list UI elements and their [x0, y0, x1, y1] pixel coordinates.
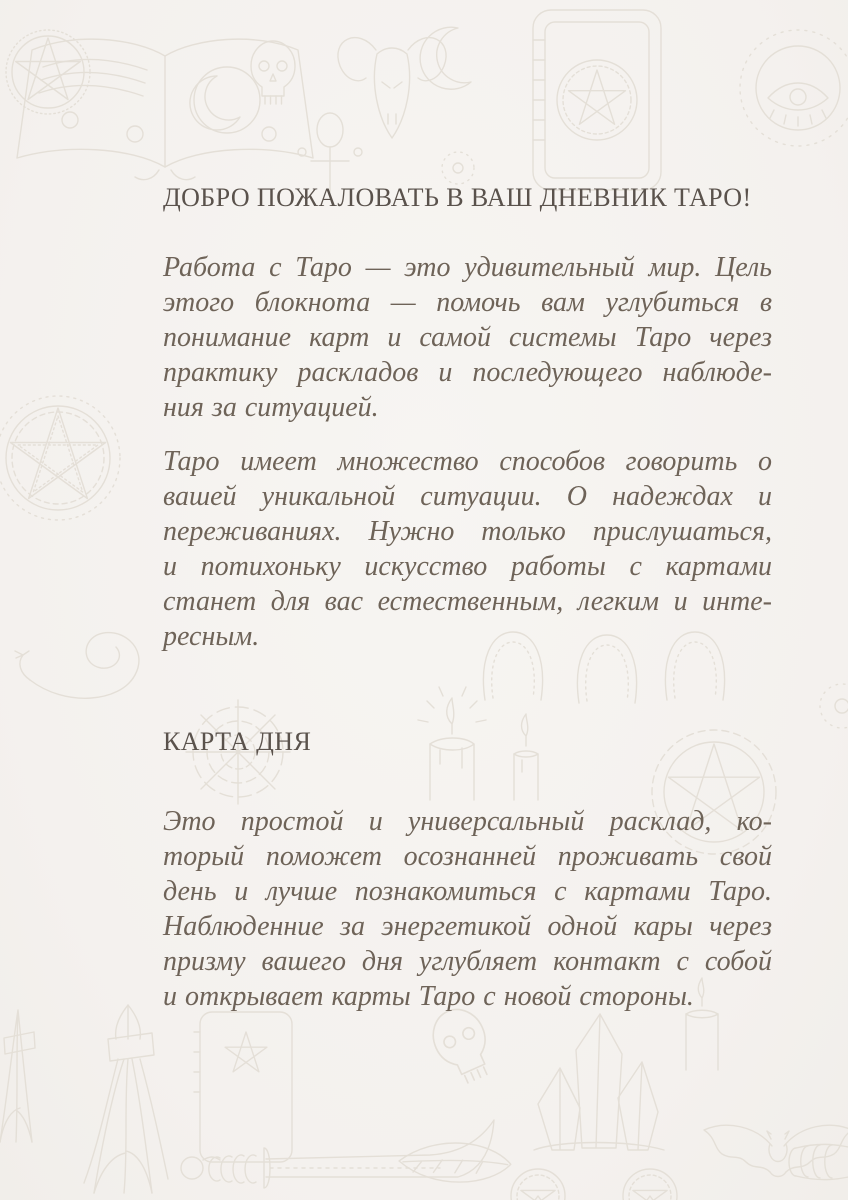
text-line: торый поможет осознанней проживать свой [163, 841, 772, 872]
text-line: и потихоньку искусство работы с картами [163, 551, 772, 582]
intro2-paragraph [163, 444, 772, 654]
tilted-skull-icon [424, 1001, 500, 1089]
tarot-card-icon [194, 1012, 292, 1162]
starburst-icon [820, 684, 848, 728]
crescent-moon-icon [420, 27, 471, 89]
grimoire-icon [533, 10, 661, 190]
wrapped-handle-icon [789, 1144, 848, 1179]
text-line: станет для вас естественным, легким и инте- [163, 586, 772, 617]
text-line: практику раскладов и последующего наблюде- [163, 357, 772, 388]
herb-bundle-icon [84, 1005, 168, 1193]
snake-icon [15, 633, 139, 699]
ornate-pentagram-icon [6, 30, 90, 114]
text-line: Работа с Таро — это удивительный мир. Цель [163, 252, 772, 283]
pentacle-coin-icon [623, 1169, 677, 1200]
text-line: понимание карт и самой системы Таро через [163, 322, 772, 353]
text-line: призму вашего дня углубляет контакт с собой [163, 946, 772, 977]
text-line: Таро имеет множество способов говорить о [163, 446, 772, 477]
text-line: и открывает карты Таро с новой стороны. [163, 981, 694, 1012]
text-line: Наблюденние за энергетикой одной кары через [163, 911, 772, 942]
pentacle-coin-icon [511, 1169, 565, 1200]
crystal-cluster-icon [534, 1014, 664, 1150]
candles-icon [418, 687, 538, 800]
leaf-icon [397, 1130, 513, 1194]
dagger-icon [181, 1120, 494, 1188]
text-line: ния за ситуацией. [163, 392, 379, 423]
sunburst-icon [442, 152, 474, 184]
ray-eye-icon [740, 30, 848, 146]
card-of-day-paragraph [163, 804, 772, 1014]
intro-paragraph [163, 250, 772, 425]
welcome-heading: ДОБРО ПОЖАЛОВАТЬ В ВАШ ДНЕВНИК ТАРО! [163, 183, 752, 212]
ram-skull-icon [338, 38, 446, 138]
bat-icon [704, 1125, 848, 1176]
text-line: день и лучше познакомиться с картами Таро. [163, 876, 772, 907]
text-line: переживаниях. Нужно только прислушаться, [163, 516, 772, 547]
herb-bundle-icon [0, 1010, 35, 1142]
skull-icon [251, 41, 295, 104]
big-pentagram-icon [0, 396, 120, 520]
text-line: ресным. [163, 621, 260, 652]
text-line: этого блокнота — помочь вам углубиться в [163, 287, 772, 318]
card-of-day-heading: КАРТА ДНЯ [163, 727, 312, 756]
ankh-icon [298, 113, 362, 192]
text-line: вашей уникальной ситуации. О надеждах и [163, 481, 772, 512]
open-book-icon [17, 39, 313, 180]
text-line: Это простой и универсальный расклад, ко- [163, 806, 772, 837]
